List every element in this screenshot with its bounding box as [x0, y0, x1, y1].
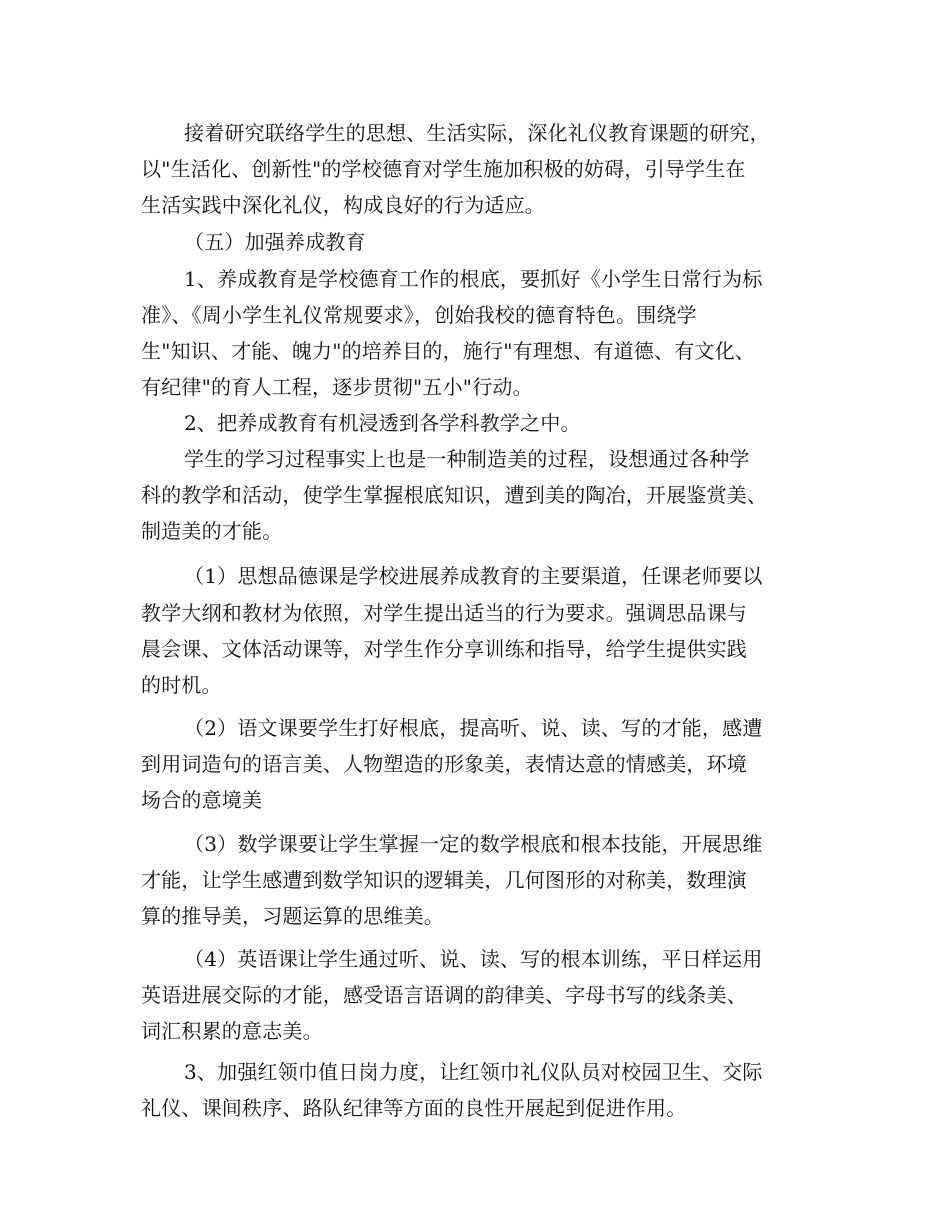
text-line: 接着研究联络学生的思想、生活实际，深化礼仪教育课题的研究，: [184, 121, 770, 145]
text-line: 科的教学和活动，使学生掌握根底知识，遭到美的陶冶，开展鉴赏美、: [141, 483, 768, 507]
text-line: 生"知识、才能、魄力"的培养目的，施行"有理想、有道德、有文化、: [141, 339, 755, 363]
text-line: 的时机。: [141, 673, 222, 697]
text-line: 才能，让学生感遭到数学知识的逻辑美，几何图形的对称美，数理演: [141, 868, 747, 892]
text-line: 礼仪、课间秩序、路队纪律等方面的良性开展起到促进作用。: [141, 1096, 687, 1120]
text-line: 教学大纲和教材为依照，对学生提出适当的行为要求。强调思品课与: [141, 601, 747, 625]
text-line: 1、养成教育是学校德育工作的根底，要抓好《小学生日常行为标: [184, 267, 763, 291]
text-line: 晨会课、文体活动课等，对学生作分享训练和指导，给学生提供实践: [141, 637, 747, 661]
text-line: 3、加强红领巾值日岗力度，让红领巾礼仪队员对校园卫生、交际: [184, 1060, 763, 1084]
text-line: 有纪律"的育人工程，逐步贯彻"五小"行动。: [141, 375, 533, 399]
text-line: 2、把养成教育有机浸透到各学科教学之中。: [184, 411, 581, 435]
text-line: 词汇积累的意志美。: [141, 1019, 323, 1043]
text-line: 生活实践中深化礼仪，构成良好的行为适应。: [141, 193, 545, 217]
text-line: 学生的学习过程事实上也是一种制造美的过程，设想通过各种学: [184, 447, 750, 471]
text-line: 算的推导美，习题运算的思维美。: [141, 904, 444, 928]
section-heading: （五）加强养成教育: [184, 230, 366, 254]
text-line: 到用词造句的语言美、人物塑造的形象美，表情达意的情感美，环境: [141, 752, 747, 776]
text-line: （2）语文课要学生打好根底，提高听、说、读、写的才能，感遭: [184, 716, 763, 740]
text-line: （4）英语课让学生通过听、说、读、写的根本训练，平日样运用: [184, 947, 763, 971]
text-line: （3）数学课要让学生掌握一定的数学根底和根本技能，开展思维: [184, 832, 763, 856]
text-line: （1）思想品德课是学校进展养成教育的主要渠道，任课老师要以: [184, 564, 763, 588]
text-line: 英语进展交际的才能，感受语言语调的韵律美、字母书写的线条美、: [141, 983, 747, 1007]
text-line: 以"生活化、创新性"的学校德育对学生施加积极的妨碍，引导学生在: [141, 157, 746, 181]
text-line: 准》、《周小学生礼仪常规要求》，创始我校的德育特色。围绕学: [141, 303, 697, 327]
text-line: 制造美的才能。: [141, 519, 283, 543]
text-line: 场合的意境美: [141, 788, 263, 812]
